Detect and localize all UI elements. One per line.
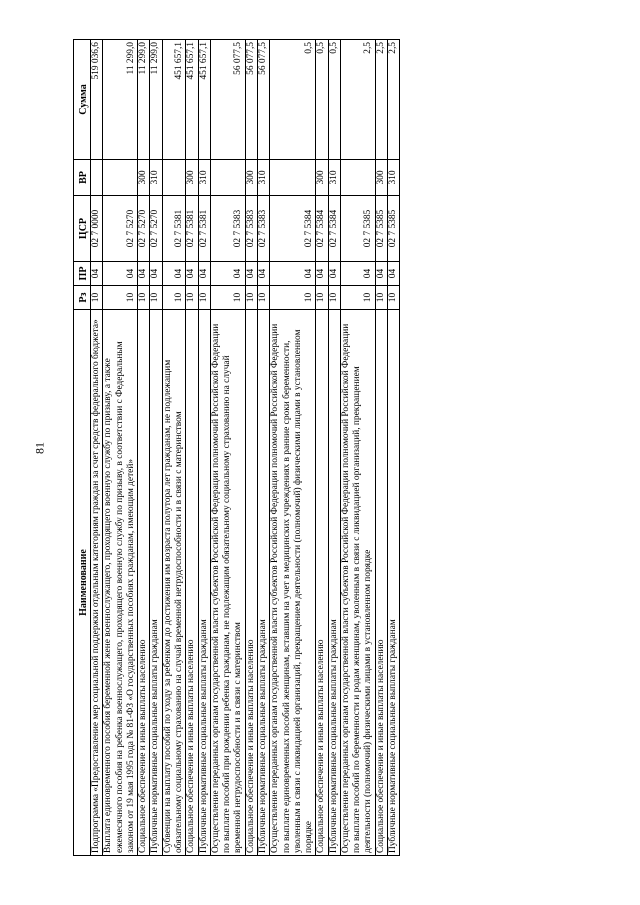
- row-pr: 04: [103, 262, 138, 286]
- row-name: Социальное обеспечение и иные выплаты населению: [186, 310, 198, 856]
- row-vr: [91, 160, 103, 196]
- header-csr: ЦСР: [74, 196, 91, 262]
- row-sum: 451 657,1: [186, 40, 198, 160]
- row-csr: 02 7 5270: [138, 196, 150, 262]
- row-rz: 10: [138, 286, 150, 310]
- table-row: [388, 40, 400, 856]
- row-sum: 2,5: [388, 40, 400, 160]
- row-name: Публичные нормативные социальные выплаты гражданам: [257, 310, 269, 856]
- row-name: Публичные нормативные социальные выплаты гражданам: [388, 310, 400, 856]
- row-csr: 02 7 5383: [257, 196, 269, 262]
- header-name: Наименование: [74, 310, 91, 856]
- table-row: [210, 40, 245, 856]
- row-sum: 2,5: [375, 40, 387, 160]
- row-sum: 451 657,1: [198, 40, 210, 160]
- row-csr: 02 7 5385: [375, 196, 387, 262]
- table-row: [316, 40, 328, 856]
- row-pr: 04: [270, 262, 316, 286]
- row-pr: 04: [198, 262, 210, 286]
- table-row: [150, 40, 162, 856]
- row-csr: 02 7 5381: [162, 196, 186, 262]
- row-rz: 10: [328, 286, 340, 310]
- row-vr: [270, 160, 316, 196]
- row-rz: 10: [375, 286, 387, 310]
- table-header-row: [74, 40, 91, 856]
- row-rz: 10: [245, 286, 257, 310]
- row-csr: 02 7 5270: [150, 196, 162, 262]
- row-name: Социальное обеспечение и иные выплаты населению: [245, 310, 257, 856]
- row-csr: 02 7 5384: [270, 196, 316, 262]
- table-row: [257, 40, 269, 856]
- row-rz: 10: [340, 286, 375, 310]
- row-name: Осуществление переданных органам государственной власти субъектов Российской Федерации полномочий Российской Федерации по выплате пособий при рождении ребенка гражданам, не подлежащим обязательному социальному страхованию на случай временной нетрудоспособности и в связи с материнством: [210, 310, 245, 856]
- row-sum: 0,5: [270, 40, 316, 160]
- row-vr: 310: [328, 160, 340, 196]
- row-vr: 300: [245, 160, 257, 196]
- row-vr: 310: [150, 160, 162, 196]
- row-vr: 300: [186, 160, 198, 196]
- row-name: Публичные нормативные социальные выплаты гражданам: [328, 310, 340, 856]
- row-csr: 02 7 5384: [328, 196, 340, 262]
- row-vr: [162, 160, 186, 196]
- table-row: [270, 40, 316, 856]
- row-rz: 10: [91, 286, 103, 310]
- table-row: [138, 40, 150, 856]
- row-pr: 04: [138, 262, 150, 286]
- row-rz: 10: [270, 286, 316, 310]
- row-name: Осуществление переданных органам государственной власти субъектов Российской Федерации полномочий Российской Федерации по выплате единовременных пособий женщинам, вставшим на учет в медицинских учреждениях в ранние сроки беременности, уволенным в связи с ликвидацией организаций, прекращением деятельности (полномочий) физическими лицами в установленном порядке: [270, 310, 316, 856]
- row-pr: 04: [150, 262, 162, 286]
- table-row: [328, 40, 340, 856]
- rotated-page-content: [73, 40, 400, 856]
- row-csr: 02 7 5383: [245, 196, 257, 262]
- row-vr: 310: [198, 160, 210, 196]
- row-rz: 10: [210, 286, 245, 310]
- row-pr: 04: [375, 262, 387, 286]
- table-row: [186, 40, 198, 856]
- header-vr: ВР: [74, 160, 91, 196]
- row-name: Социальное обеспечение и иные выплаты населению: [138, 310, 150, 856]
- row-rz: 10: [150, 286, 162, 310]
- row-sum: 451 657,1: [162, 40, 186, 160]
- row-sum: 2,5: [340, 40, 375, 160]
- row-pr: 04: [340, 262, 375, 286]
- header-pr: ПР: [74, 262, 91, 286]
- row-pr: 04: [91, 262, 103, 286]
- row-sum: 56 077,5: [257, 40, 269, 160]
- row-pr: 04: [245, 262, 257, 286]
- table-row: [245, 40, 257, 856]
- row-csr: 02 7 5270: [103, 196, 138, 262]
- row-rz: 10: [186, 286, 198, 310]
- row-vr: 300: [138, 160, 150, 196]
- row-csr: 02 7 5385: [388, 196, 400, 262]
- row-pr: 04: [210, 262, 245, 286]
- budget-table: [73, 39, 400, 856]
- row-sum: 519 036,6: [91, 40, 103, 160]
- row-sum: 0,5: [316, 40, 328, 160]
- row-pr: 04: [186, 262, 198, 286]
- row-name: Публичные нормативные социальные выплаты гражданам: [198, 310, 210, 856]
- header-rz: Рз: [74, 286, 91, 310]
- row-csr: 02 7 5381: [198, 196, 210, 262]
- row-vr: [103, 160, 138, 196]
- row-name: Социальное обеспечение и иные выплаты населению: [316, 310, 328, 856]
- table-row: [91, 40, 103, 856]
- row-rz: 10: [103, 286, 138, 310]
- row-vr: 300: [316, 160, 328, 196]
- table-row: [198, 40, 210, 856]
- row-csr: 02 7 5381: [186, 196, 198, 262]
- row-name: Выплата единовременного пособия беременной жене военнослужащего, проходящего военную службу по призыву, а также ежемесячного пособия на ребенка военнослужащего, проходящего военную службу по призыву, в соответствии с Федеральным законом от 19 мая 1995 года № 81-ФЗ «О государственных пособиях гражданам, имеющим детей»: [103, 310, 138, 856]
- row-pr: 04: [328, 262, 340, 286]
- page-number: 81: [32, 442, 47, 454]
- row-name: Осуществление переданных органам государственной власти субъектов Российской Федерации полномочий Российской Федерации по выплате пособий по беременности и родам женщинам, уволенным в связи с ликвидацией организаций, прекращением деятельности (полномочий) физическими лицами в установленном порядке: [340, 310, 375, 856]
- row-rz: 10: [388, 286, 400, 310]
- table-row: [162, 40, 186, 856]
- row-sum: 56 077,5: [210, 40, 245, 160]
- row-csr: 02 7 5385: [340, 196, 375, 262]
- row-name: Публичные нормативные социальные выплаты гражданам: [150, 310, 162, 856]
- row-pr: 04: [388, 262, 400, 286]
- row-rz: 10: [198, 286, 210, 310]
- row-vr: 300: [375, 160, 387, 196]
- row-pr: 04: [162, 262, 186, 286]
- row-sum: 11 299,0: [103, 40, 138, 160]
- row-name: Подпрограмма «Предоставление мер социальной поддержки отдельным категориям граждан за счет средств федерального бюджета»: [91, 310, 103, 856]
- row-csr: 02 7 5384: [316, 196, 328, 262]
- table-row: [375, 40, 387, 856]
- row-csr: 02 7 5383: [210, 196, 245, 262]
- table-row: [340, 40, 375, 856]
- row-csr: 02 7 0000: [91, 196, 103, 262]
- row-rz: 10: [316, 286, 328, 310]
- header-sum: Сумма: [74, 40, 91, 160]
- row-sum: 0,5: [328, 40, 340, 160]
- row-vr: 310: [257, 160, 269, 196]
- table-row: [103, 40, 138, 856]
- row-vr: 310: [388, 160, 400, 196]
- row-rz: 10: [162, 286, 186, 310]
- row-vr: [210, 160, 245, 196]
- row-sum: 56 077,5: [245, 40, 257, 160]
- row-vr: [340, 160, 375, 196]
- row-name: Социальное обеспечение и иные выплаты населению: [375, 310, 387, 856]
- row-pr: 04: [316, 262, 328, 286]
- row-name: Субвенции на выплату пособий по уходу за ребенком до достижения им возраста полутора лет гражданам, не подлежащим обязательному социальному страхованию на случай временной нетрудоспособности и в связи с материнством: [162, 310, 186, 856]
- row-sum: 11 299,0: [138, 40, 150, 160]
- row-rz: 10: [257, 286, 269, 310]
- row-pr: 04: [257, 262, 269, 286]
- row-sum: 11 299,0: [150, 40, 162, 160]
